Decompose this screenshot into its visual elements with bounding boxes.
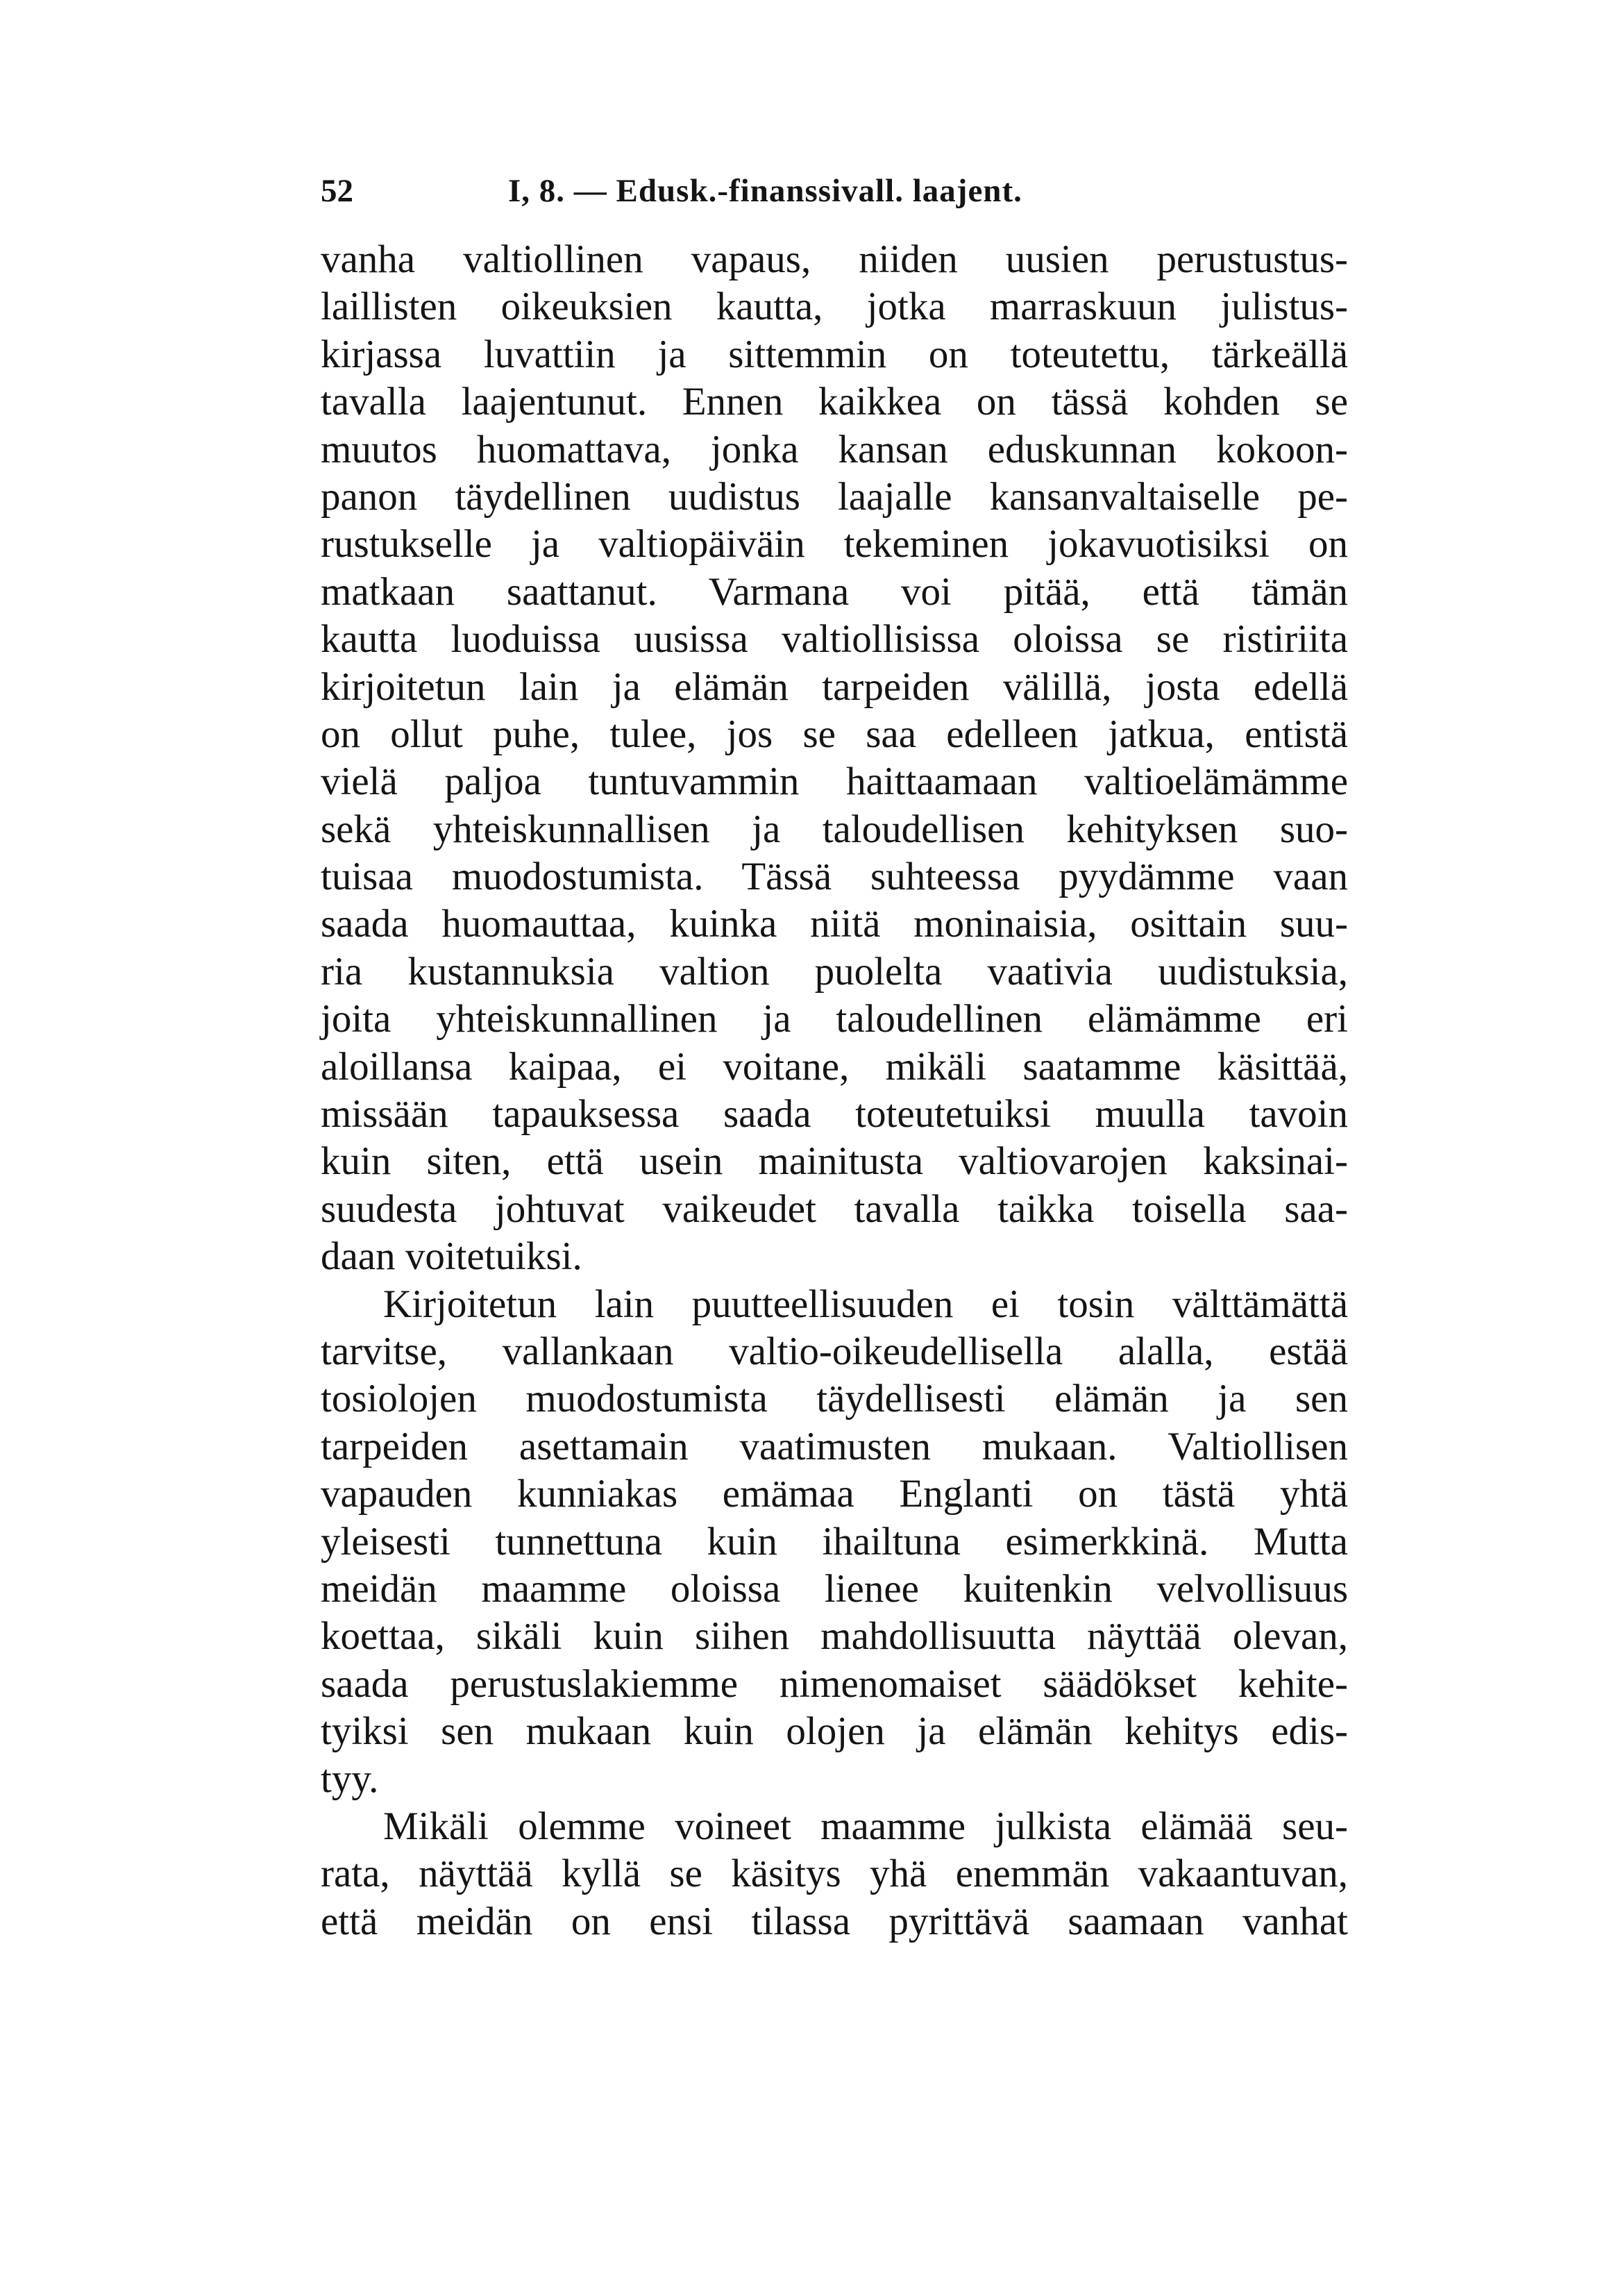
text-line: sekä yhteiskunnallisen ja taloudellisen kehityksen suo- bbox=[321, 807, 1348, 851]
text-line: saada huomauttaa, kuinka niitä moninaisia, osittain suu- bbox=[321, 902, 1348, 946]
text-line: tarvitse, vallankaan valtio-oikeudellisella alalla, estää bbox=[321, 1329, 1348, 1373]
text-line: tarpeiden asettamain vaatimusten mukaan. Valtiollisen bbox=[321, 1424, 1348, 1468]
text-line: suudesta johtuvat vaikeudet tavalla taikka toisella saa- bbox=[321, 1187, 1348, 1231]
running-title: I, 8. — Edusk.-finanssivall. laajent. bbox=[508, 173, 1022, 209]
text-line: aloillansa kaipaa, ei voitane, mikäli saatamme käsittää, bbox=[321, 1044, 1348, 1089]
text-line: kirjoitetun lain ja elämän tarpeiden välillä, josta edellä bbox=[321, 664, 1348, 709]
text-line: kirjassa luvattiin ja sittemmin on toteutettu, tärkeällä bbox=[321, 332, 1348, 376]
text-line: rata, näyttää kyllä se käsitys yhä enemmän vakaantuvan, bbox=[321, 1852, 1348, 1896]
text-line: tavalla laajentunut. Ennen kaikkea on tässä kohden se bbox=[321, 380, 1348, 424]
text-line: panon täydellinen uudistus laajalle kansanvaltaiselle pe- bbox=[321, 474, 1348, 519]
text-line: tuisaa muodostumista. Tässä suhteessa pyydämme vaan bbox=[321, 855, 1348, 899]
text-line: yleisesti tunnettuna kuin ihailtuna esimerkkinä. Mutta bbox=[321, 1519, 1348, 1564]
text-line: koettaa, sikäli kuin siihen mahdollisuutta näyttää olevan, bbox=[321, 1614, 1348, 1659]
paragraph bbox=[321, 1803, 1348, 1945]
text-line: missään tapauksessa saada toteutetuiksi muulla tavoin bbox=[321, 1092, 1348, 1137]
text-line: Mikäli olemme voineet maamme julkista elämää seu- bbox=[383, 1804, 1348, 1848]
text-line: ria kustannuksia valtion puolelta vaativia uudistuksia, bbox=[321, 949, 1348, 994]
text-line: tyy. bbox=[321, 1757, 379, 1801]
text-line: joita yhteiskunnallinen ja taloudellinen elämämme eri bbox=[321, 997, 1348, 1041]
text-line: kautta luoduissa uusissa valtiollisissa oloissa se ristiriita bbox=[321, 617, 1348, 662]
text-line: rustukselle ja valtiopäiväin tekeminen jokavuotisiksi on bbox=[321, 522, 1348, 567]
text-line: vielä paljoa tuntuvammin haittaamaan valtioelämämme bbox=[321, 760, 1348, 804]
text-line: että meidän on ensi tilassa pyrittävä saamaan vanhat bbox=[321, 1899, 1348, 1943]
running-head bbox=[321, 167, 1348, 215]
paragraph bbox=[321, 1281, 1348, 1803]
text-line: daan voitetuiksi. bbox=[321, 1234, 582, 1279]
text-line: muutos huomattava, jonka kansan eduskunnan kokoon- bbox=[321, 427, 1348, 471]
page-number: 52 bbox=[321, 173, 353, 209]
text-line: tyiksi sen mukaan kuin olojen ja elämän kehitys edis- bbox=[321, 1709, 1348, 1754]
paragraph bbox=[321, 236, 1348, 1281]
text-line: matkaan saattanut. Varmana voi pitää, että tämän bbox=[321, 569, 1348, 614]
text-line: meidän maamme oloissa lienee kuitenkin velvollisuus bbox=[321, 1566, 1348, 1611]
text-line: laillisten oikeuksien kautta, jotka marraskuun julistus- bbox=[321, 285, 1348, 329]
text-line: vanha valtiollinen vapaus, niiden uusien perustustus- bbox=[321, 237, 1348, 281]
text-line: on ollut puhe, tulee, jos se saa edelleen jatkua, entistä bbox=[321, 712, 1348, 756]
text-line: vapauden kunniakas emämaa Englanti on tästä yhtä bbox=[321, 1472, 1348, 1516]
text-line: saada perustuslakiemme nimenomaiset säädökset kehite- bbox=[321, 1661, 1348, 1706]
body-text bbox=[321, 236, 1348, 1945]
text-line: Kirjoitetun lain puutteellisuuden ei tosin välttämättä bbox=[383, 1282, 1348, 1326]
text-line: kuin siten, että usein mainitusta valtiovarojen kaksinai- bbox=[321, 1139, 1348, 1184]
text-line: tosiolojen muodostumista täydellisesti elämän ja sen bbox=[321, 1377, 1348, 1421]
